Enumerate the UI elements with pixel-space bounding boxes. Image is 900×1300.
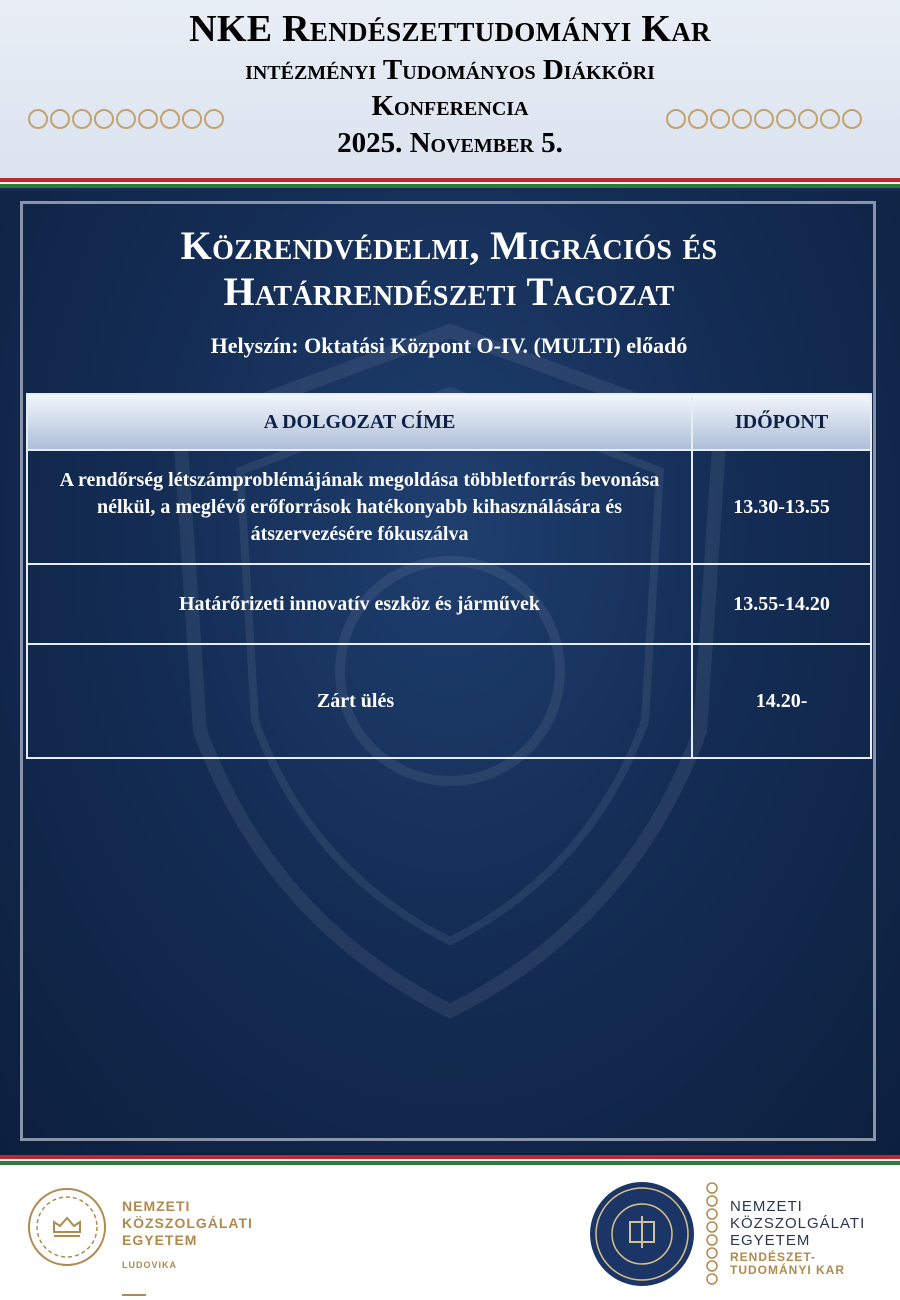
logo2-sub-1: RENDÉSZET- (730, 1250, 817, 1264)
paper-title: Határőrizeti innovatív eszköz és járművek (27, 564, 692, 644)
nke-logo-text (122, 1198, 253, 1274)
header-line-1: NKE Rendészettudományi Kar (189, 8, 711, 50)
logo2-line-2: KÖZSZOLGÁLATI (730, 1215, 866, 1232)
table-header-row (27, 394, 871, 450)
logo2-line-1: NEMZETI (730, 1198, 803, 1215)
rtk-seal-logo-icon (588, 1180, 696, 1288)
schedule-area (0, 191, 900, 1153)
section-title-line-1: Közrendvédelmi, Migrációs és (180, 223, 718, 268)
time-slot: 14.20- (692, 644, 871, 758)
ornament-right-icon (656, 100, 886, 138)
table-row (27, 564, 871, 644)
table-row (27, 644, 871, 758)
paper-title: Zárt ülés (27, 644, 692, 758)
ornament-left-icon (18, 100, 248, 138)
header-line-3: Konferencia (371, 90, 529, 122)
logo1-line-1: NEMZETI (122, 1198, 191, 1214)
logo1-sub: LUDOVIKA (122, 1260, 177, 1270)
header-line-2: intézményi Tudományos Diákköri (245, 54, 655, 86)
logo2-sub-2: TUDOMÁNYI KAR (730, 1263, 845, 1277)
header-banner (0, 0, 900, 178)
footer-rule (122, 1294, 146, 1296)
schedule-panel (26, 207, 872, 759)
footer (0, 1168, 900, 1300)
nke-crest-logo-icon (24, 1184, 110, 1270)
table-row (27, 450, 871, 564)
section-title (26, 223, 872, 315)
column-header-time: IDŐPONT (692, 394, 871, 450)
logo1-line-2: KÖZSZOLGÁLATI (122, 1215, 253, 1231)
schedule-table (26, 393, 872, 759)
header-date: 2025. November 5. (337, 127, 563, 159)
header-stripes (0, 178, 900, 191)
footer-stripes (0, 1153, 900, 1165)
time-slot: 13.55-14.20 (692, 564, 871, 644)
section-title-line-2: Határrendészeti Tagozat (223, 269, 675, 314)
logo2-line-3: EGYETEM (730, 1232, 811, 1249)
rtk-logo-text (730, 1198, 865, 1277)
column-header-title: A DOLGOZAT CÍME (27, 394, 692, 450)
paper-title: A rendőrség létszámproblémájának megoldása többletforrás bevonása nélkül, a meglévő erőforrások hatékonyabb kihasználására és átszervezésére fókuszálva (27, 450, 692, 564)
venue-text: Helyszín: Oktatási Központ O-IV. (MULTI) előadó (210, 333, 688, 358)
logo1-line-3: EGYETEM (122, 1232, 198, 1248)
time-slot: 13.30-13.55 (692, 450, 871, 564)
ornament-chain-icon (704, 1180, 720, 1290)
